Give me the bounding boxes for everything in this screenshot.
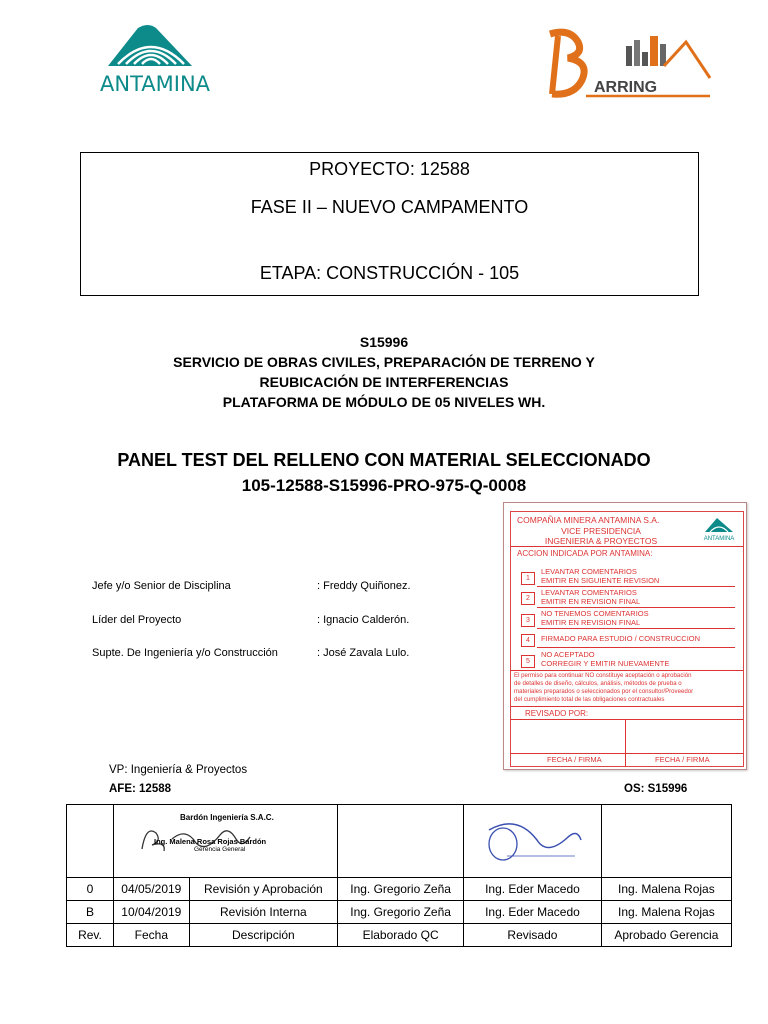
description-cell: Revisión Interna [189,901,337,924]
project-stage: ETAPA: CONSTRUCCIÓN - 105 [259,263,520,283]
stamp-option-5-line1: NO ACEPTADO [541,650,595,659]
header-rev: Rev. [67,924,114,947]
stamp-option-1-line2: EMITIR EN SIGUIENTE REVISION [541,576,660,585]
description-cell: Revisión y Aprobación [189,878,337,901]
stamp-option-3-box: 3 [521,614,535,627]
stamp-option-5-box: 5 [521,655,535,668]
officer-1-role: Jefe y/o Senior de Disciplina [92,580,231,592]
date-cell: 10/04/2019 [114,901,190,924]
stamp-option-1-box: 1 [521,572,535,585]
bardon-company: Bardón Ingeniería S.A.C. [180,813,274,822]
revisado-cell: Ing. Eder Macedo [464,901,602,924]
elaborado-cell: Ing. Gregorio Zeña [338,878,464,901]
stamp-option-5-line2: CORREGIR Y EMITIR NUEVAMENTE [541,659,670,668]
vp-line: VP: Ingeniería & Proyectos [109,764,248,776]
service-code: S15996 [359,334,409,350]
stamp-action-header: ACCION INDICADA POR ANTAMINA: [517,549,653,558]
header-date: Fecha [114,924,190,947]
stamp-reviewed-by: REVISADO POR: [525,709,589,718]
header-row [67,924,732,947]
stamp-option-4-line1: FIRMADO PARA ESTUDIO / CONSTRUCCION [541,634,701,643]
officer-3-name: : José Zavala Lulo. [317,647,410,659]
stamp-vp: VICE PRESIDENCIA [561,526,641,536]
stamp-option-2-box: 2 [521,592,535,605]
revision-row [67,878,732,901]
stamp-logo-text: ANTAMINA [703,536,735,542]
service-line-2: REUBICACIÓN DE INTERFERENCIAS [259,374,509,390]
os-line: OS: S15996 [624,783,688,795]
stamp-option-4-box: 4 [521,634,535,647]
aprobado-cell: Ing. Malena Rojas [601,878,731,901]
project-phase: FASE II – NUEVO CAMPAMENTO [250,197,529,217]
header-description: Descripción [189,924,337,947]
revisado-signature [477,810,587,870]
signature-cell-aprobado [601,805,731,878]
stamp-option-3-line2: EMITIR EN REVISION FINAL [541,618,641,627]
bardon-signature-cell [114,805,338,878]
project-number: PROYECTO: 12588 [309,159,470,179]
bardon-role: Gerencia General [194,846,246,853]
revision-table [66,804,732,947]
stamp-date-sign-1: FECHA / FIRMA [547,755,602,764]
approval-stamp [503,502,747,770]
header-aprobado: Aprobado Gerencia [601,924,731,947]
document-code: 105-12588-S15996-PRO-975-Q-0008 [241,476,527,495]
barring-logo [540,28,715,100]
stamp-option-3-line1: NO TENEMOS COMENTARIOS [541,609,649,618]
stamp-antamina-logo [701,514,737,542]
header-revisado: Revisado [464,924,602,947]
stamp-dept: INGENIERIA & PROYECTOS [544,536,658,546]
signature-cell-revisado [464,805,602,878]
antamina-logo-text: ANTAMINA [100,72,211,96]
header-elaborado: Elaborado QC [338,924,464,947]
project-box [80,152,699,296]
barring-logo-text: ARRING [594,79,658,96]
stamp-option-1-line1: LEVANTAR COMENTARIOS [541,567,637,576]
elaborado-cell: Ing. Gregorio Zeña [338,901,464,924]
stamp-disclaimer: El permiso para continuar NO constituye aceptación o aprobación de detalles de diseño, cálculos, análisis, métodos de prueba o materiales preparados o seleccionados por el consultor/Proveedor del cumplimiento total de las obligaciones contractuales [514,672,694,703]
stamp-company: COMPAÑIA MINERA ANTAMINA S.A. [517,515,660,525]
officer-3-role: Supte. De Ingeniería y/o Construcción [92,647,278,659]
revision-row [67,901,732,924]
rev-cell: 0 [67,878,114,901]
stamp-date-sign-2: FECHA / FIRMA [655,755,710,764]
rev-cell: B [67,901,114,924]
bardon-name: Ing. Malena Rosa Rojas Bardón [154,837,267,846]
service-line-1: SERVICIO DE OBRAS CIVILES, PREPARACIÓN DE TERRENO Y [173,354,595,370]
document-title: PANEL TEST DEL RELLENO CON MATERIAL SELECCIONADO [117,450,651,470]
aprobado-cell: Ing. Malena Rojas [601,901,731,924]
date-cell: 04/05/2019 [114,878,190,901]
signature-row [67,805,732,878]
signature-cell-elaborado [338,805,464,878]
officer-2-name: : Ignacio Calderón. [317,614,410,626]
revisado-cell: Ing. Eder Macedo [464,878,602,901]
afe-line: AFE: 12588 [109,783,172,795]
stamp-option-2-line2: EMITIR EN REVISION FINAL [541,597,641,606]
stamp-option-2-line1: LEVANTAR COMENTARIOS [541,588,637,597]
officer-1-name: : Freddy Quiñonez. [317,580,411,592]
service-line-3: PLATAFORMA DE MÓDULO DE 05 NIVELES WH. [222,394,546,410]
officer-2-role: Líder del Proyecto [92,614,182,626]
